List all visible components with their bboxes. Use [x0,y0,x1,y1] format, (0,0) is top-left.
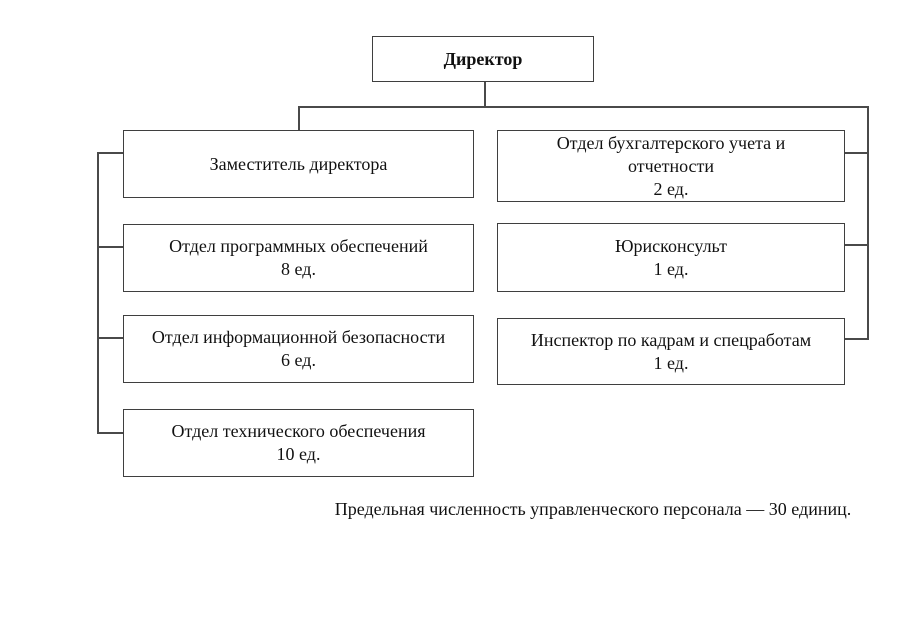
connector-right-bracket-vertical [867,106,869,340]
org-box-legal-counsel [497,223,845,292]
headcount-caption: Предельная численность управленческого персонала — 30 единиц. [334,499,852,519]
org-box-deputy-director [123,130,474,198]
org-box-director [372,36,594,82]
org-box-legal-headcount: 1 ед. [653,258,689,279]
org-box-tech-support-label: Отдел технического обеспечения [171,421,426,441]
connector-stub-software [97,246,124,248]
connector-left-bracket-vertical [97,152,99,434]
org-box-infosec-label: Отдел информационной безопасности [151,327,446,347]
connector-stub-accounting [844,152,869,154]
org-box-accounting-department [497,130,845,202]
org-box-software-label: Отдел программных обеспечений [169,236,428,256]
org-box-software-department [123,224,474,292]
org-box-hr-headcount: 1 ед. [653,352,689,373]
connector-stub-hr [844,338,869,340]
org-box-hr-label: Инспектор по кадрам и спецработам [530,329,812,350]
connector-stub-tech [97,432,124,434]
org-box-infosec-department [123,315,474,383]
connector-left-drop-to-deputy [298,106,300,131]
org-box-hr-inspector [497,318,845,385]
org-box-accounting-label: Отдел бухгалтерского учета и отчетности [556,132,786,176]
org-box-software-headcount: 8 ед. [281,259,316,279]
org-box-director-label: Директор [443,48,523,69]
org-box-accounting-headcount: 2 ед. [653,178,689,199]
connector-trunk-horizontal [298,106,869,108]
org-box-tech-support-department [123,409,474,477]
org-box-legal-label: Юрисконсульт [615,235,727,256]
connector-director-drop [484,82,486,107]
connector-stub-deputy [97,152,124,154]
connector-stub-legal [844,244,869,246]
org-box-tech-support-headcount: 10 ед. [276,444,321,464]
connector-stub-infosec [97,337,124,339]
org-box-infosec-headcount: 6 ед. [281,350,316,370]
org-box-deputy-director-label: Заместитель директора [209,153,388,174]
